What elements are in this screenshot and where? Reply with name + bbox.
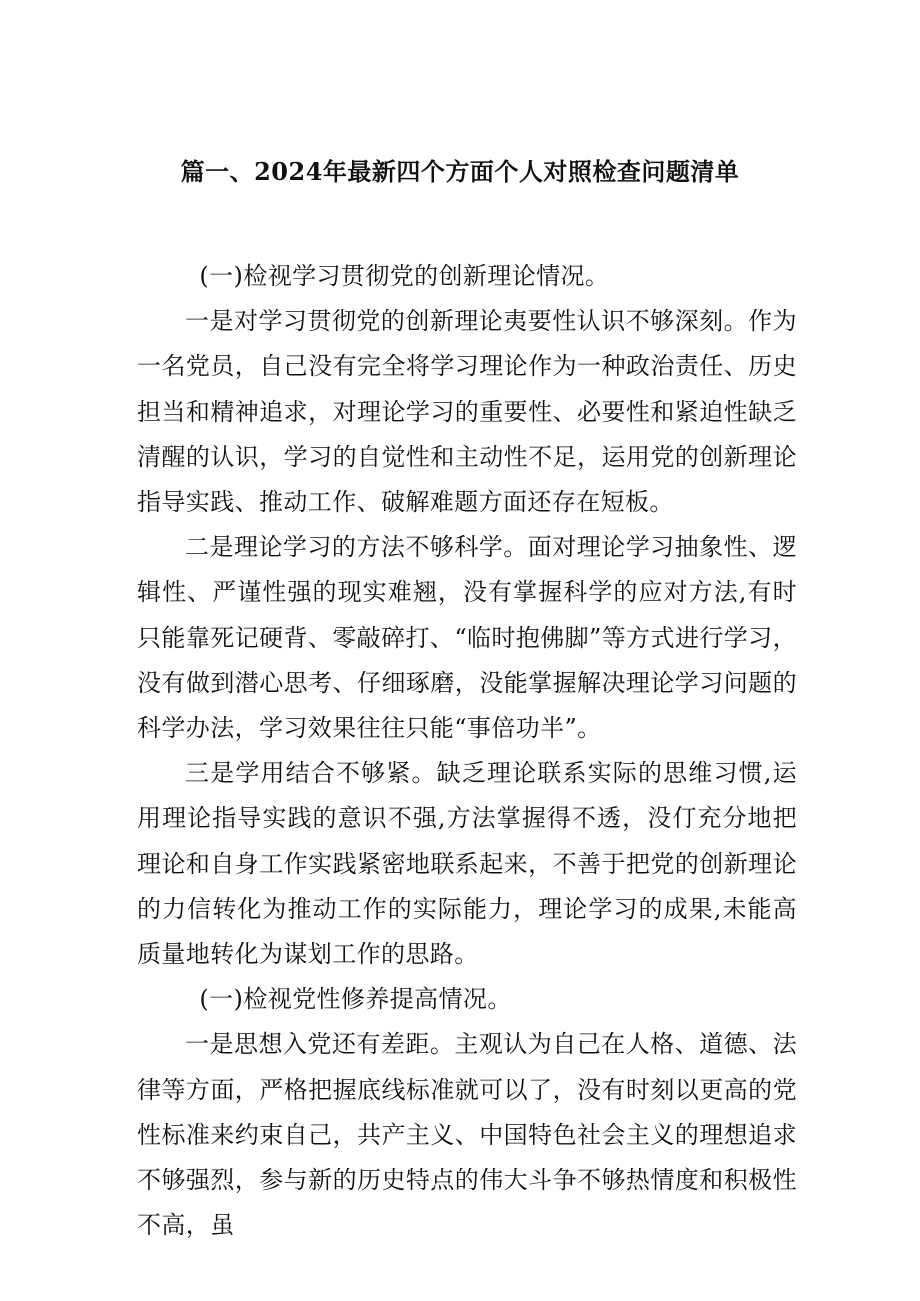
section-heading-study: (一)检视学习贯彻党的创新理论情况。 [199,262,610,290]
paragraph-party-spirit-1: 一是思想入党还有差距。主观认为自己在人格、道德、法律等方面，严格把握底线标准就可以了，没有时刻以更高的党性标准来约束自己，共产主义、中国特色社会主义的理想追求不够强烈，参与新的历史特点的伟大斗争不够热情度和积极性不高，虽 [137,1030,797,1240]
document-body [137,254,797,1248]
paragraph-study-3: 三是学用结合不够紧。缺乏理论联系实际的思维习惯,运用理论指导实践的意识不强,方法掌握得不透，没仃充分地把理论和自身工作实践紧密地联系起来，不善于把党的创新理论的力信转化为推动工作的实际能力，理论学习的成果,未能高质量地转化为谋划工作的思路。 [137,759,797,969]
paragraph-study-2: 二是理论学习的方法不够科学。面对理论学习抽象性、逻辑性、严谨性强的现实难翘，没有掌握科学的应对方法,有时只能靠死记硬背、零敲碎打、“临时抱佛脚”等方式进行学习，没有做到潜心思考、仔细琢磨，没能掌握解决理论学习问题的科学办法，学习效果往往只能“事倍功半”。 [137,533,797,743]
paragraph-study-1: 一是对学习贯彻党的创新理论夷要性认识不够深刻。作为一名党员，自己没有完全将学习理论作为一种政治责任、历史担当和精神追求，对理论学习的重要性、必要性和紧迫性缺乏清醒的认识，学习的自觉性和主动性不足，运用党的创新理论指导实践、推动工作、破解难题方面还存在短板。 [137,307,797,517]
document-title: 篇一、2024年最新四个方面个人对照检查问题清单 [180,157,740,186]
section-heading-party-spirit: (一)检视党性修养提高情况。 [199,985,512,1014]
